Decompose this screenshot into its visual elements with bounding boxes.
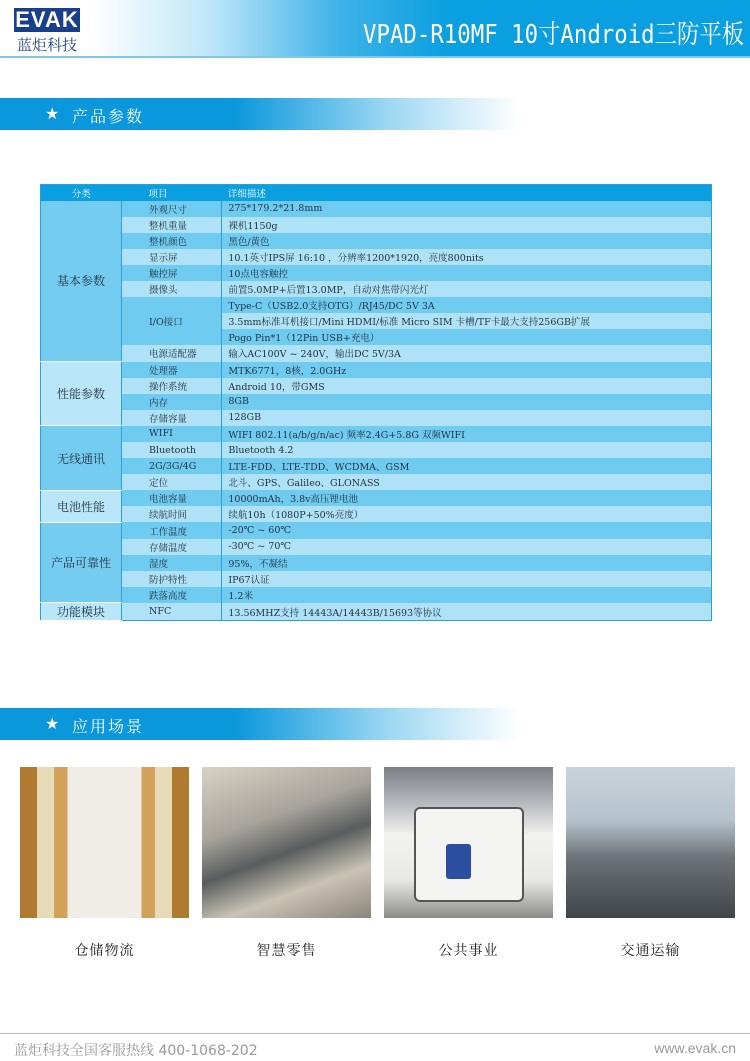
header-description: 详细描述: [222, 185, 712, 201]
description-cell: LTE-FDD、LTE-TDD、WCDMA、GSM: [222, 458, 712, 474]
category-cell: 产品可靠性: [41, 522, 122, 602]
category-cell: 功能模块: [41, 603, 122, 621]
item-cell: 续航时间: [122, 506, 222, 522]
description-cell: 13.56MHZ支持 14443A/14443B/15693等协议: [222, 603, 712, 621]
table-row: [41, 217, 712, 233]
item-cell: 湿度: [122, 555, 222, 571]
item-cell: 触控屏: [122, 265, 222, 281]
header-item: 项目: [122, 185, 222, 201]
description-cell: 裸机1150g: [222, 217, 712, 233]
item-cell: NFC: [122, 603, 222, 621]
table-header-row: [41, 185, 712, 201]
logo-mark: EVAK: [15, 7, 79, 32]
footer-divider: [0, 1033, 750, 1034]
category-cell: 性能参数: [41, 362, 122, 426]
item-cell: 处理器: [122, 362, 222, 378]
table-row: [41, 378, 712, 394]
warehouse-photo: [20, 767, 189, 918]
table-row: [41, 474, 712, 490]
item-cell: 防护特性: [122, 571, 222, 587]
section-title: 应用场景: [72, 717, 145, 736]
item-cell: WIFI: [122, 426, 222, 442]
logo-cn-text: 蓝炬科技: [16, 36, 77, 54]
scenario-caption: 智慧零售: [256, 943, 317, 959]
table-row: [41, 233, 712, 249]
table-row: [41, 345, 712, 361]
table-row: [41, 522, 712, 538]
description-cell: Type-C（USB2.0支持OTG）/RJ45/DC 5V 3A: [222, 297, 712, 313]
table-row: [41, 426, 712, 442]
description-cell: Bluetooth 4.2: [222, 442, 712, 458]
footer-hotline: 蓝炬科技全国客服热线 400-1068-202: [14, 1043, 258, 1059]
evak-logo: [14, 8, 80, 55]
description-cell: 输入AC100V ~ 240V，输出DC 5V/3A: [222, 345, 712, 361]
table-row: [41, 490, 712, 506]
category-cell: 基本参数: [41, 201, 122, 362]
page-header: [0, 0, 750, 58]
item-cell: 显示屏: [122, 249, 222, 265]
table-row: [41, 362, 712, 378]
description-cell: -30℃ ~ 70℃: [222, 539, 712, 555]
table-row: [41, 297, 712, 313]
item-cell: 操作系统: [122, 378, 222, 394]
description-cell: MTK6771，8核，2.0GHz: [222, 362, 712, 378]
item-cell: I/O接口: [122, 297, 222, 345]
description-cell: 10.1英寸IPS屏 16:10 ，分辨率1200*1920，亮度800nits: [222, 249, 712, 265]
description-cell: 10000mAh，3.8v高压锂电池: [222, 490, 712, 506]
scenario-caption: 交通运输: [620, 943, 681, 959]
item-cell: 内存: [122, 394, 222, 410]
category-cell: 无线通讯: [41, 426, 122, 490]
description-cell: 黑色/黄色: [222, 233, 712, 249]
description-cell: 10点电容触控: [222, 265, 712, 281]
section-title: 产品参数: [72, 107, 145, 126]
table-row: [41, 249, 712, 265]
description-cell: 128GB: [222, 410, 712, 426]
description-cell: 275*179.2*21.8mm: [222, 201, 712, 217]
table-row: [41, 442, 712, 458]
item-cell: 摄像头: [122, 281, 222, 297]
section-banner-scenarios: [0, 708, 520, 740]
item-cell: 电源适配器: [122, 345, 222, 361]
scenario-caption: 公共事业: [438, 943, 499, 959]
item-cell: 电池容量: [122, 490, 222, 506]
description-cell: 8GB: [222, 394, 712, 410]
mall-escalator-photo: [202, 767, 371, 918]
item-cell: 存储容量: [122, 410, 222, 426]
star-icon: ★: [45, 714, 60, 733]
table-row: [41, 587, 712, 603]
city-traffic-photo: [566, 767, 735, 918]
item-cell: 定位: [122, 474, 222, 490]
category-cell: 电池性能: [41, 490, 122, 522]
item-cell: Bluetooth: [122, 442, 222, 458]
header-category: 分类: [41, 185, 122, 201]
item-cell: 2G/3G/4G: [122, 458, 222, 474]
item-cell: 工作温度: [122, 522, 222, 538]
description-cell: 北斗、GPS、Galileo、GLONASS: [222, 474, 712, 490]
description-cell: 1.2米: [222, 587, 712, 603]
table-row: [41, 394, 712, 410]
table-row: [41, 571, 712, 587]
description-cell: Android 10，带GMS: [222, 378, 712, 394]
patrol-vehicle-photo: [384, 767, 553, 918]
description-cell: -20℃ ~ 60℃: [222, 522, 712, 538]
table-row: [41, 281, 712, 297]
section-banner-specs: [0, 98, 520, 130]
table-row: [41, 539, 712, 555]
table-row: [41, 458, 712, 474]
footer-website[interactable]: www.evak.cn: [654, 1040, 736, 1056]
description-cell: IP67认证: [222, 571, 712, 587]
description-cell: 前置5.0MP+后置13.0MP，自动对焦带闪光灯: [222, 281, 712, 297]
table-row: [41, 555, 712, 571]
spec-table: [40, 184, 712, 621]
item-cell: 跌落高度: [122, 587, 222, 603]
table-row: [41, 201, 712, 217]
description-cell: 3.5mm标准耳机接口/Mini HDMI/标准 Micro SIM 卡槽/TF卡最大支持256GB扩展: [222, 313, 712, 329]
item-cell: 外观尺寸: [122, 201, 222, 217]
star-icon: ★: [45, 104, 60, 123]
item-cell: 整机颜色: [122, 233, 222, 249]
table-row: [41, 410, 712, 426]
description-cell: 续航10h（1080P+50%亮度）: [222, 506, 712, 522]
table-row: [41, 603, 712, 621]
description-cell: 95%，不凝结: [222, 555, 712, 571]
item-cell: 存储温度: [122, 539, 222, 555]
product-title: VPAD-R10MF 10寸Android三防平板: [362, 20, 744, 50]
item-cell: 整机重量: [122, 217, 222, 233]
description-cell: WIFI 802.11(a/b/g/n/ac) 频率2.4G+5.8G 双频WIFI: [222, 426, 712, 442]
table-row: [41, 265, 712, 281]
scenario-caption: 仓储物流: [74, 943, 135, 959]
description-cell: Pogo Pin*1（12Pin USB+充电）: [222, 329, 712, 345]
table-row: [41, 506, 712, 522]
